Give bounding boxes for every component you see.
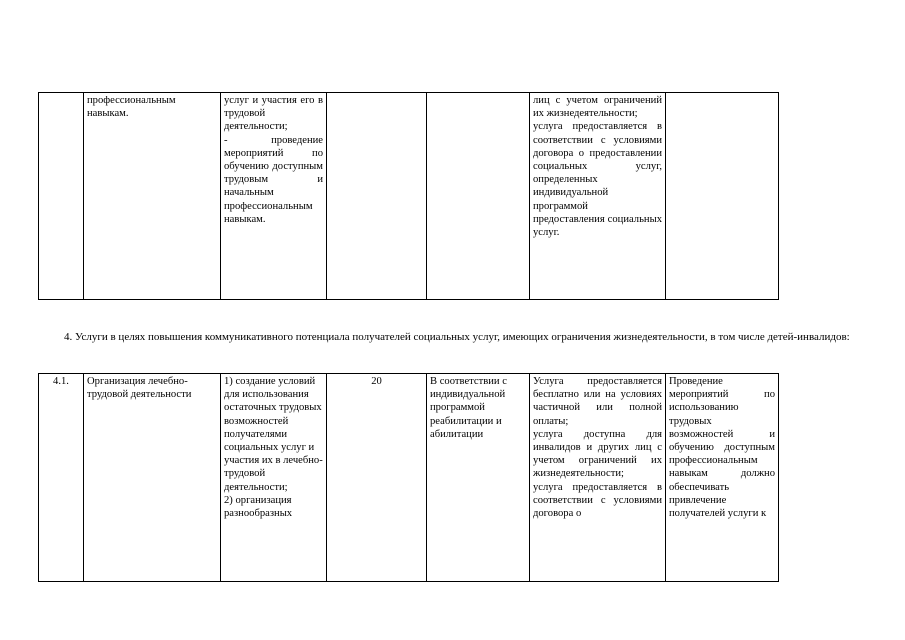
cell-service-quality [666,93,779,300]
cell-service-conditions: лиц с учетом ограничений их жизнедеятельности; услуга предоставляется в соответствии с условиями договора о предоставлении социальных услуг, определенных индивидуальной программой предоставления социальных услуг. [530,93,666,300]
services-table [38,373,779,582]
cell-service-terms [427,93,530,300]
cell-number [39,93,84,300]
cell-service-description: услуг и участия его в трудовой деятельности; - проведение мероприятий по обучению доступным трудовым и начальным профессиональным навыкам. [221,93,327,300]
cell-service-quality: Проведение мероприятий по использованию трудовых возможностей и обучению доступным профессиональным навыкам должно обеспечивать привлечение получателей услуги к [666,374,779,582]
cell-service-volume [327,93,427,300]
cell-service-conditions: Услуга предоставляется бесплатно или на условиях частичной или полной оплаты; услуга доступна для инвалидов и других лиц с учетом ограничений их жизнедеятельности; услуга предоставляется в соответствии с условиями договора о [530,374,666,582]
section-heading: 4. Услуги в целях повышения коммуникативного потенциала получателей социальных услуг, имеющих ограничения жизнедеятельности, в том числе детей-инвалидов: [64,331,850,343]
cell-number: 4.1. [39,374,84,582]
table-row [39,93,779,300]
services-table-continuation [38,92,779,300]
cell-service-name: Организация лечебно-трудовой деятельности [84,374,221,582]
cell-service-terms: В соответствии с индивидуальной программой реабилитации и абилитации [427,374,530,582]
cell-service-description: 1) создание условий для использования остаточных трудовых возможностей получателями социальных услуг и участия их в лечебно-трудовой деятельности; 2) организация разнообразных [221,374,327,582]
table-row [39,374,779,582]
cell-service-volume: 20 [327,374,427,582]
cell-service-name: профессиональным навыкам. [84,93,221,300]
